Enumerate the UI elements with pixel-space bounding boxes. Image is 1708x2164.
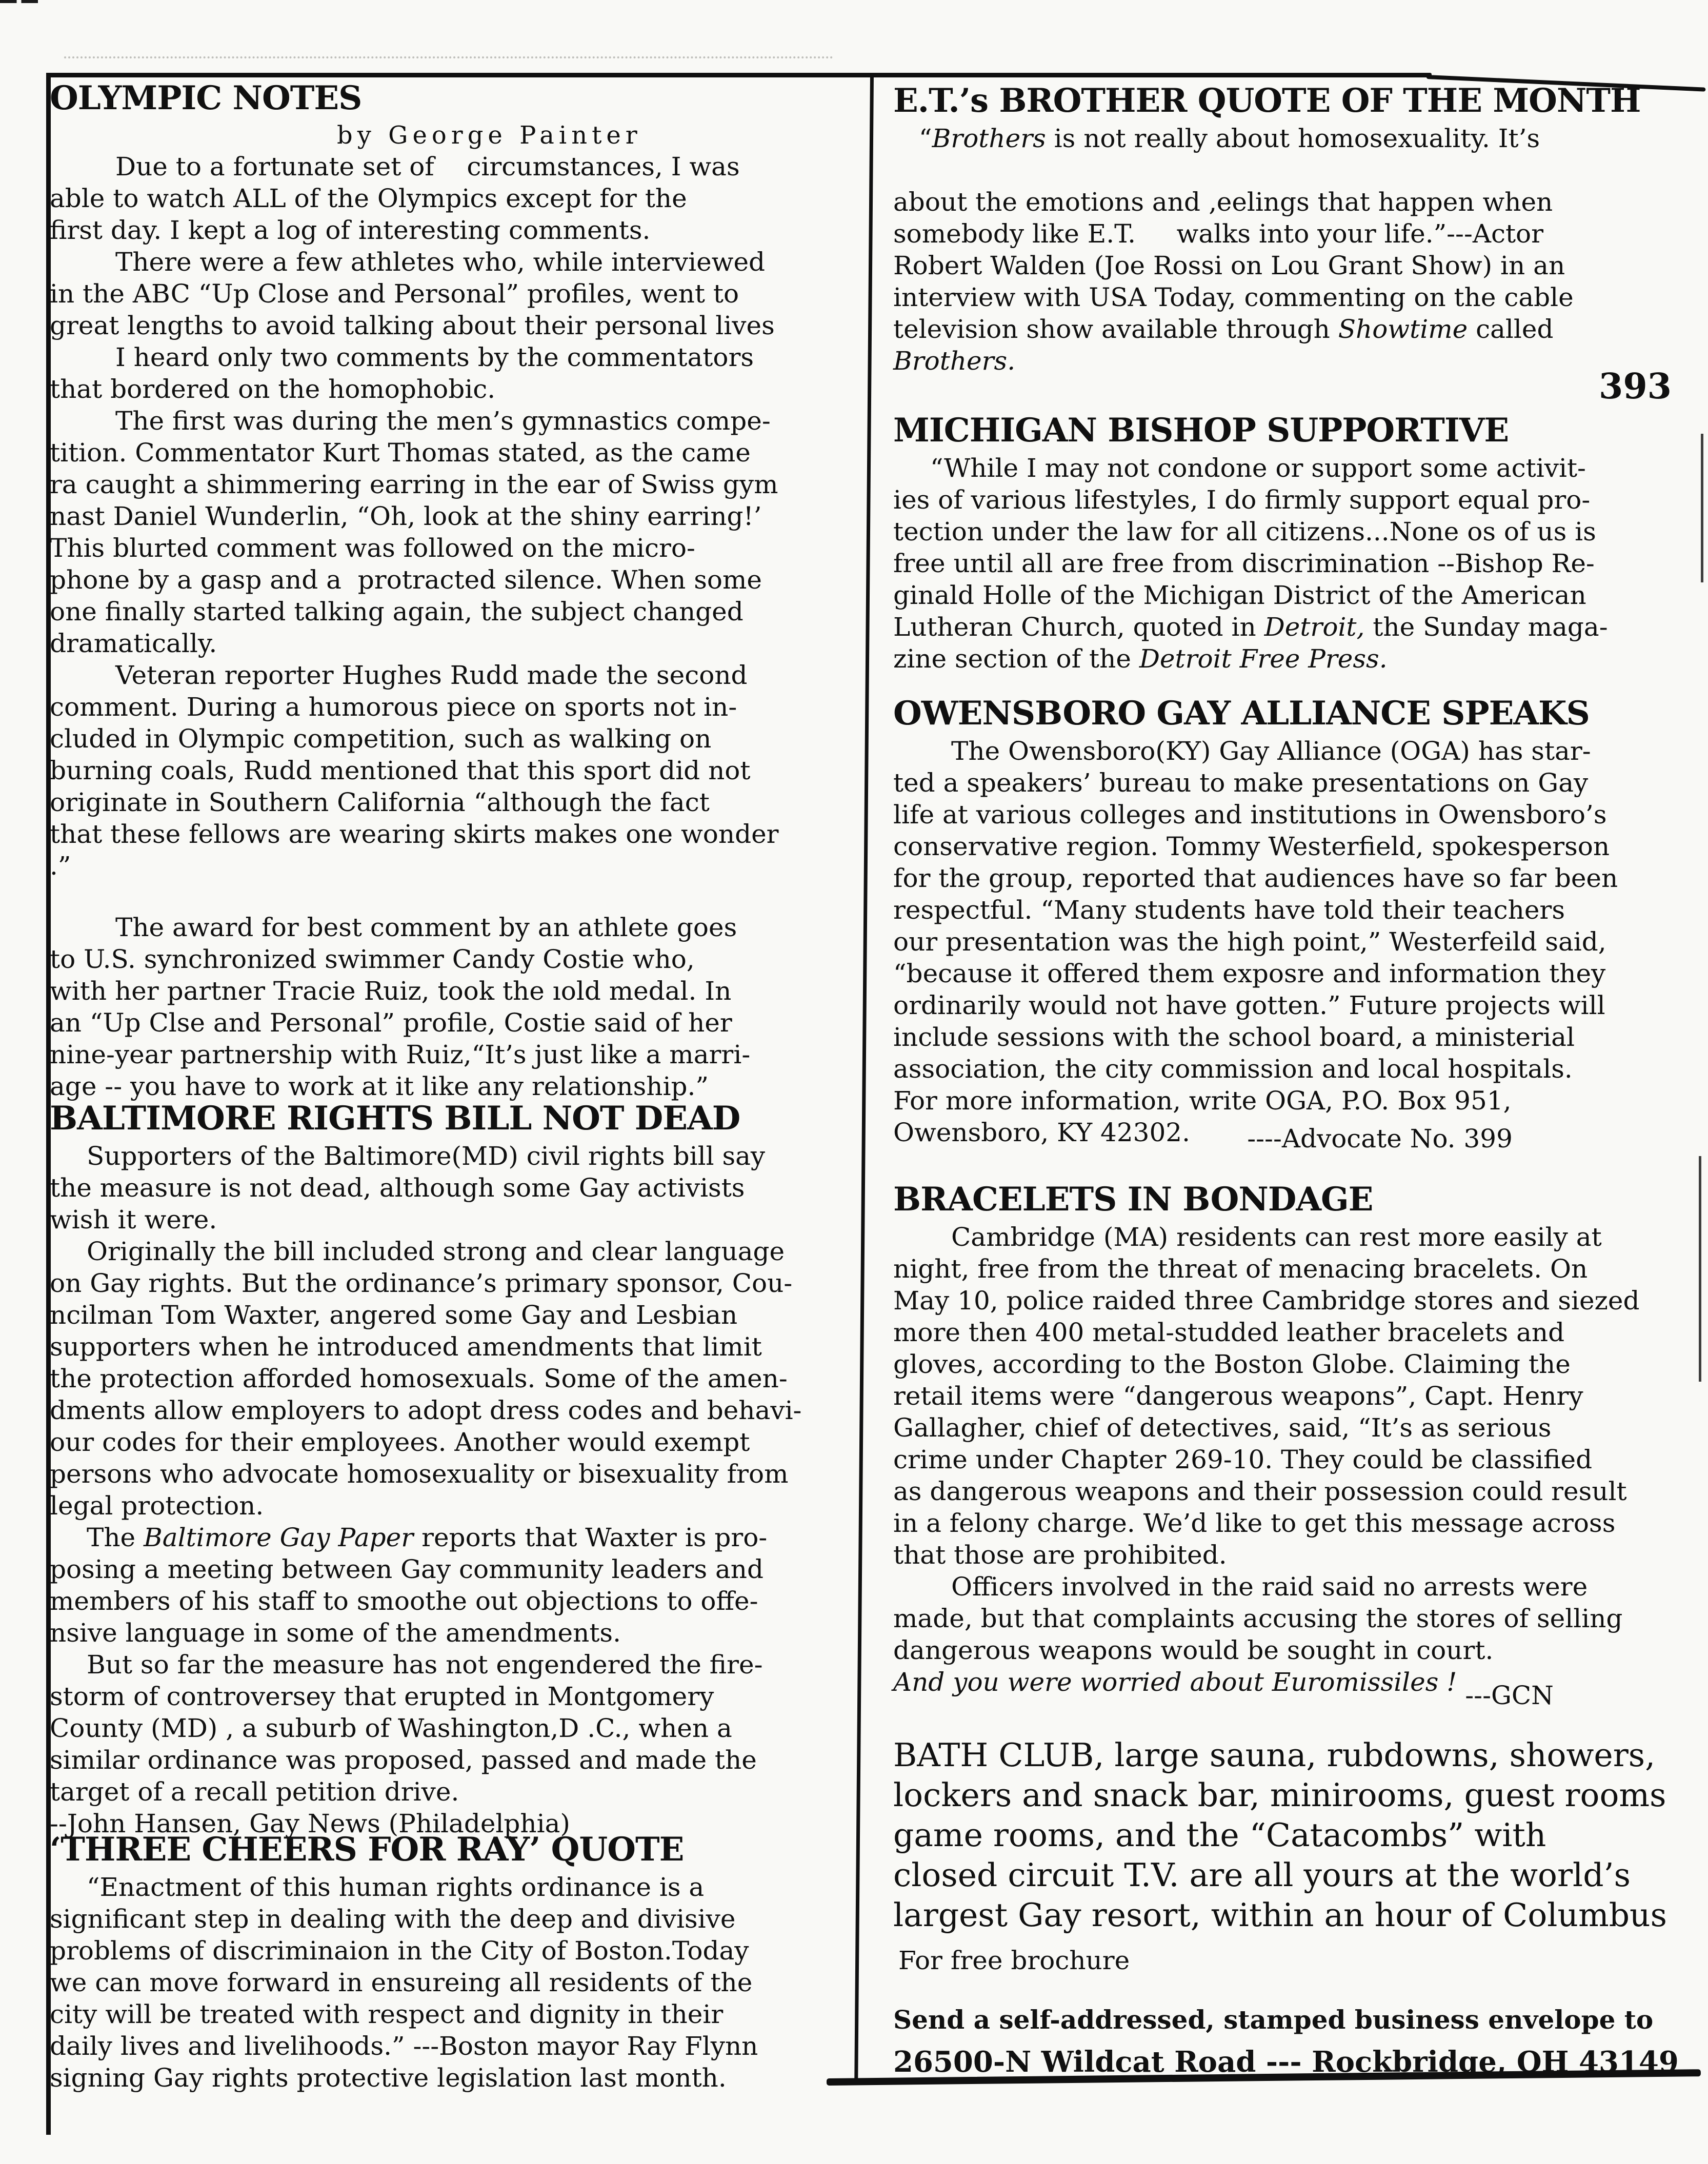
text-line: dments allow employers to adopt dress codes and behavi- [50, 1396, 802, 1425]
text-line [893, 154, 1706, 186]
ad-contact-line: 26500-N Wildcat Road --- Rockbridge, OH 43149 [893, 2045, 1679, 2079]
text-line: And you were worried about Euromissiles ! ---GCN [893, 1667, 1554, 1710]
text-line: For more information, write OGA, P.O. Box 951, [893, 1086, 1512, 1116]
text-line: with her partner Tracie Ruiz, took the ıold medal. In [50, 976, 732, 1006]
text-line: life at various colleges and institutions in Owensboro’s [893, 800, 1607, 830]
text-line: This blurted comment was followed on the micro- [50, 533, 695, 563]
text-line: similar ordinance was proposed, passed and made the [50, 1745, 757, 1775]
text-line: Veteran reporter Hughes Rudd made the second [115, 660, 748, 690]
paragraph [893, 1221, 1706, 1571]
text-line: Due to a fortunate set of circumstances, I was [115, 152, 740, 181]
paragraph [50, 341, 857, 405]
text-line: There were a few athletes who, while interviewed [115, 247, 766, 277]
paragraph [893, 452, 1706, 675]
article-three-cheers [50, 1828, 857, 2094]
text-line: able to watch ALL of the Olympics except for the [50, 184, 687, 213]
byline: by George Painter [337, 121, 642, 150]
text-line: to U.S. synchronized swimmer Candy Costie who, [50, 944, 695, 974]
text-line: “Brothers is not really about homosexuality. It’s [919, 124, 1540, 153]
text-line: as dangerous weapons and their possession could result [893, 1477, 1627, 1506]
text-line: ncilman Tom Waxter, angered some Gay and Lesbian [50, 1300, 738, 1330]
text-line: gloves, according to the Boston Globe. Claiming the [893, 1349, 1571, 1379]
text-line: storm of controversey that erupted in Montgomery [50, 1682, 714, 1711]
text-line: in the ABC “Up Close and Personal” profiles, went to [50, 279, 739, 309]
paragraph [50, 405, 857, 659]
text-line: comment. During a humorous piece on sports not in- [50, 692, 737, 722]
text-line: supporters when he introduced amendments that limit [50, 1332, 762, 1362]
text-line: originate in Southern California “although the fact [50, 787, 710, 817]
article-baltimore-rights [50, 1097, 857, 1839]
text-line: County (MD) , a suburb of Washington,D .C., when a [50, 1713, 732, 1743]
text-line: phone by a gasp and a protracted silence. When some [50, 565, 762, 595]
headline: OWENSBORO GAY ALLIANCE SPEAKS [893, 694, 1590, 733]
ad-text-line: game rooms, and the “Catacombs” with [893, 1816, 1546, 1854]
paragraph [50, 1871, 857, 2094]
text-line: “Enactment of this human rights ordinance is a [87, 1872, 705, 1902]
text-line: one finally started talking again, the subject changed [50, 597, 744, 626]
article-attribution: --John Hansen, Gay News (Philadelphia) [50, 1809, 570, 1838]
ad-text-line: largest Gay resort, within an hour of Columbus [893, 1896, 1667, 1934]
paragraph [50, 659, 857, 882]
bath-club-ad [893, 1735, 1706, 2083]
text-line: nast Daniel Wunderlin, “Oh, look at the shiny earring!’ [50, 501, 762, 531]
paragraph [50, 912, 857, 1102]
paragraph [50, 246, 857, 341]
paragraph [893, 1571, 1706, 1710]
text-line: that those are prohibited. [893, 1540, 1227, 1570]
text-line: our presentation was the high point,” Westerfeild said, [893, 927, 1606, 957]
text-line: association, the city commission and local hospitals. [893, 1054, 1573, 1084]
text-line: on Gay rights. But the ordinance’s primary sponsor, Cou- [50, 1268, 793, 1298]
text-line: Robert Walden (Joe Rossi on Lou Grant Show) in an [893, 251, 1565, 280]
text-line: cluded in Olympic competition, such as walking on [50, 724, 712, 754]
text-line: night, free from the threat of menacing bracelets. On [893, 1254, 1588, 1284]
text-line: television show available through Showtime called [893, 314, 1554, 344]
paragraph [50, 1236, 857, 1522]
text-line: The Baltimore Gay Paper reports that Waxter is pro- [87, 1523, 768, 1552]
text-line: target of a recall petition drive. [50, 1777, 459, 1807]
text-line: daily lives and livelihoods.” ---Boston mayor Ray Flynn [50, 2031, 758, 2061]
text-line: “because it offered them exposre and information they [893, 959, 1606, 988]
headline: E.T.’s BROTHER QUOTE OF THE MONTH [893, 82, 1641, 120]
scan-artifact-dash [0, 0, 38, 3]
text-line: for the group, reported that audiences have so far been [893, 863, 1618, 893]
text-line: city will be treated with respect and dignity in their [50, 1999, 724, 2029]
paragraph [50, 151, 857, 246]
text-line: made, but that complaints accusing the stores of selling [893, 1604, 1623, 1633]
text-line: May 10, police raided three Cambridge stores and siezed [893, 1286, 1640, 1316]
text-line: .” [50, 851, 71, 881]
text-line: nsive language in some of the amendments. [50, 1618, 621, 1648]
ad-contact-line: Send a self-addressed, stamped business envelope to [893, 2005, 1654, 2035]
ad-text-line: closed circuit T.V. are all yours at the world’s [893, 1856, 1631, 1894]
text-line: respectful. “Many students have told their teachers [893, 895, 1565, 925]
text-line: about the emotions and ‚eelings that happen when [893, 187, 1553, 217]
text-line: the measure is not dead, although some Gay activists [50, 1173, 745, 1203]
text-line: our codes for their employees. Another would exempt [50, 1427, 750, 1457]
text-line: legal protection. [50, 1491, 264, 1521]
text-line: dangerous weapons would be sought in court. [893, 1635, 1494, 1665]
text-line: interview with USA Today, commenting on the cable [893, 282, 1574, 312]
text-line: Cambridge (MA) residents can rest more easily at [951, 1222, 1602, 1252]
ad-text-line: lockers and snack bar, minirooms, guest rooms [893, 1776, 1666, 1814]
attribution: ----Advocate No. 399 [1247, 1124, 1513, 1154]
text-line: first day. I kept a log of interesting comments. [50, 215, 651, 245]
text-line: tection under the law for all citizens...None os of us is [893, 517, 1596, 547]
text-line: Lutheran Church, quoted in Detroit, the Sunday maga- [893, 612, 1608, 642]
paragraph [50, 1522, 857, 1649]
text-line: dramatically. [50, 629, 217, 658]
text-line: that these fellows are wearing skirts makes one wonder [50, 819, 779, 849]
text-line: ra caught a shimmering earring in the ear of Swiss gym [50, 470, 778, 499]
right-column [893, 0, 1706, 2164]
headline: OLYMPIC NOTES [50, 79, 362, 117]
text-line: But so far the measure has not engendered the fire- [87, 1650, 763, 1680]
attribution: ---GCN [1465, 1681, 1554, 1710]
text-line: tition. Commentator Kurt Thomas stated, as the came [50, 438, 751, 468]
text-line: Brothers. [893, 346, 1016, 376]
text-line: problems of discriminaion in the City of Boston.Today [50, 1936, 749, 1966]
text-line: Officers involved in the raid said no arrests were [951, 1572, 1588, 1602]
page-number: 393 [1599, 366, 1672, 407]
text-line: members of his staff to smoothe out objections to offe- [50, 1586, 758, 1616]
text-line: somebody like E.T. walks into your life.”---Actor [893, 219, 1544, 249]
text-line: great lengths to avoid talking about their personal lives [50, 311, 775, 340]
text-line: nine-year partnership with Ruiz,“It’s just like a marri- [50, 1040, 751, 1069]
text-line: we can move forward in ensureing all residents of the [50, 1968, 753, 1997]
text-line: ted a speakers’ bureau to make presentations on Gay [893, 768, 1589, 798]
text-line: significant step in dealing with the deep and divisive [50, 1904, 736, 1934]
text-line: signing Gay rights protective legislation last month. [50, 2063, 727, 2093]
text-line: persons who advocate homosexuality or bisexuality from [50, 1459, 789, 1489]
text-line: The first was during the men’s gymnastics compe- [115, 406, 771, 436]
article-bracelets [893, 1178, 1706, 1710]
paragraph [50, 1649, 857, 1808]
text-line: zine section of the Detroit Free Press. [893, 644, 1388, 674]
ad-contact-block [893, 1999, 1706, 2083]
text-line: the protection afforded homosexuals. Some of the amen- [50, 1364, 788, 1393]
left-column [50, 0, 857, 2164]
text-line: conservative region. Tommy Westerfield, spokesperson [893, 832, 1610, 861]
text-line: that bordered on the homophobic. [50, 374, 496, 404]
text-line: I heard only two comments by the commentators [115, 342, 754, 372]
ad-brochure-line: For free brochure [898, 1946, 1130, 1975]
headline: BALTIMORE RIGHTS BILL NOT DEAD [50, 1099, 740, 1138]
article-michigan-bishop [893, 409, 1706, 675]
text-line: free until all are free from discrimination --Bishop Re- [893, 549, 1595, 578]
text-line: ginald Holle of the Michigan District of the American [893, 580, 1586, 610]
text-line: an “Up Clse and Personal” profile, Costie said of her [50, 1008, 732, 1038]
text-line: crime under Chapter 269-10. They could be classified [893, 1445, 1593, 1474]
headline: BRACELETS IN BONDAGE [893, 1180, 1373, 1219]
text-line: include sessions with the school board, a ministerial [893, 1022, 1575, 1052]
text-line: Gallagher, chief of detectives, said, “It’s as serious [893, 1413, 1552, 1443]
text-line: ordinarily would not have gotten.” Future projects will [893, 990, 1605, 1020]
article-et-brother [893, 79, 1706, 377]
article-owensboro [893, 692, 1706, 1154]
text-line: in a felony charge. We’d like to get this message across [893, 1508, 1616, 1538]
text-line: “While I may not condone or support some activit- [930, 453, 1586, 483]
text-line: The award for best comment by an athlete goes [115, 913, 737, 942]
paragraph [50, 1140, 857, 1236]
text-line: ies of various lifestyles, I do firmly support equal pro- [893, 485, 1591, 515]
text-line: posing a meeting between Gay community leaders and [50, 1554, 764, 1584]
headline: MICHIGAN BISHOP SUPPORTIVE [893, 411, 1509, 450]
text-line: Originally the bill included strong and clear language [87, 1237, 785, 1266]
text-line: wish it were. [50, 1205, 217, 1235]
headline: ‘THREE CHEERS FOR RAY’ QUOTE [50, 1830, 684, 1869]
paragraph [893, 735, 1706, 1154]
paragraph [893, 123, 1706, 377]
text-line: retail items were “dangerous weapons”, Capt. Henry [893, 1381, 1583, 1411]
text-line: age -- you have to work at it like any relationship.” [50, 1071, 709, 1101]
text-line: Owensboro, KY 42302. ----Advocate No. 399 [893, 1118, 1513, 1154]
text-line: The Owensboro(KY) Gay Alliance (OGA) has star- [951, 736, 1591, 766]
text-line: more then 400 metal-studded leather bracelets and [893, 1318, 1565, 1347]
ad-text-line: BATH CLUB, large sauna, rubdowns, showers, [893, 1736, 1656, 1774]
text-line: burning coals, Rudd mentioned that this sport did not [50, 756, 751, 785]
article-olympic-notes [50, 77, 857, 1102]
text-line: Supporters of the Baltimore(MD) civil rights bill say [87, 1141, 766, 1171]
